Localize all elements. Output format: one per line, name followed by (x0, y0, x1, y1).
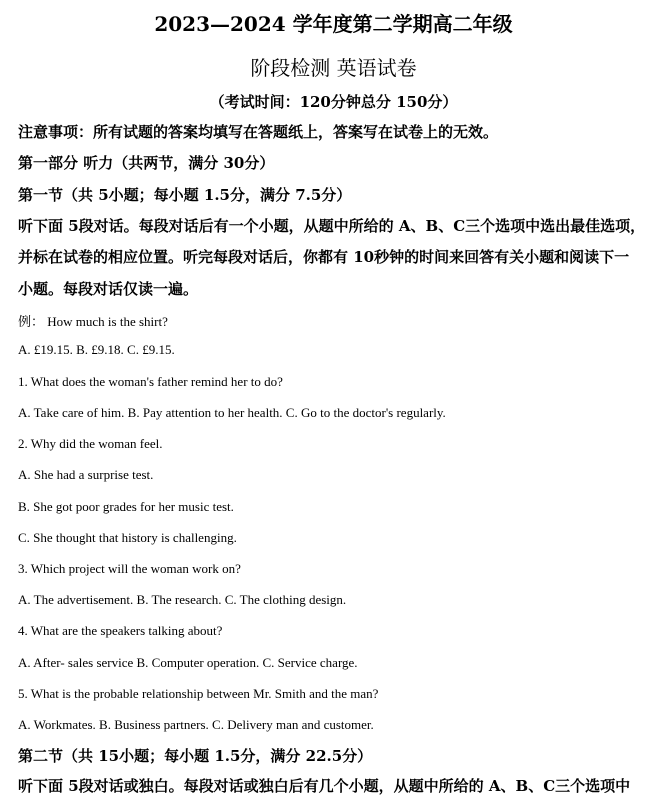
notice: 注意事项：所有试题的答案均填写在答题纸上，答案写在试卷上的无效。 (18, 123, 499, 141)
part1-heading: 第一部分 听力（共两节，满分 30分） (18, 154, 275, 172)
question-4-options: A. After- sales service B. Computer operation. C. Service charge. (18, 655, 358, 670)
section2-instruction-line: 听下面 5段对话或独白。每段对话或独白后有几个小题，从题中所给的 A、B、C三个选项中 (18, 777, 631, 795)
question-3-options: A. The advertisement. B. The research. C. The clothing design. (18, 592, 347, 607)
example-question: 例： How much is the shirt? (18, 314, 168, 329)
question-3: 3. Which project will the woman work on? (18, 561, 241, 576)
question-5: 5. What is the probable relationship between Mr. Smith and the man? (18, 686, 379, 701)
example-options: A. £19.15. B. £9.18. C. £9.15. (18, 342, 175, 357)
question-4: 4. What are the speakers talking about? (18, 623, 223, 638)
question-2-option-c: C. She thought that history is challenging. (18, 530, 237, 545)
question-2-option-b: B. She got poor grades for her music test. (18, 499, 234, 514)
section1-instruction-line: 并标在试卷的相应位置。听完每段对话后，你都有 10秒钟的时间来回答有关小题和阅读下一 (18, 248, 630, 266)
question-1-options: A. Take care of him. B. Pay attention to her health. C. Go to the doctor's regularly. (18, 405, 446, 420)
exam-time-info: （考试时间：120分钟总分 150分） (209, 93, 458, 111)
question-1: 1. What does the woman's father remind her to do? (18, 374, 283, 389)
question-2: 2. Why did the woman feel. (18, 436, 163, 451)
section1-instruction-line: 小题。每段对话仅读一遍。 (18, 280, 199, 298)
section2-heading: 第二节（共 15小题；每小题 1.5分，满分 22.5分） (18, 747, 373, 765)
exam-title: 2023—2024 学年度第二学期高二年级 (154, 12, 513, 36)
question-5-options: A. Workmates. B. Business partners. C. Delivery man and customer. (18, 717, 374, 732)
question-2-option-a: A. She had a surprise test. (18, 467, 154, 482)
exam-subtitle: 阶段检测 英语试卷 (250, 56, 417, 80)
section1-heading: 第一节（共 5小题；每小题 1.5分，满分 7.5分） (18, 186, 352, 204)
section1-instruction-line: 听下面 5段对话。每段对话后有一个小题，从题中所给的 A、B、C三个选项中选出最佳选项， (18, 217, 646, 235)
